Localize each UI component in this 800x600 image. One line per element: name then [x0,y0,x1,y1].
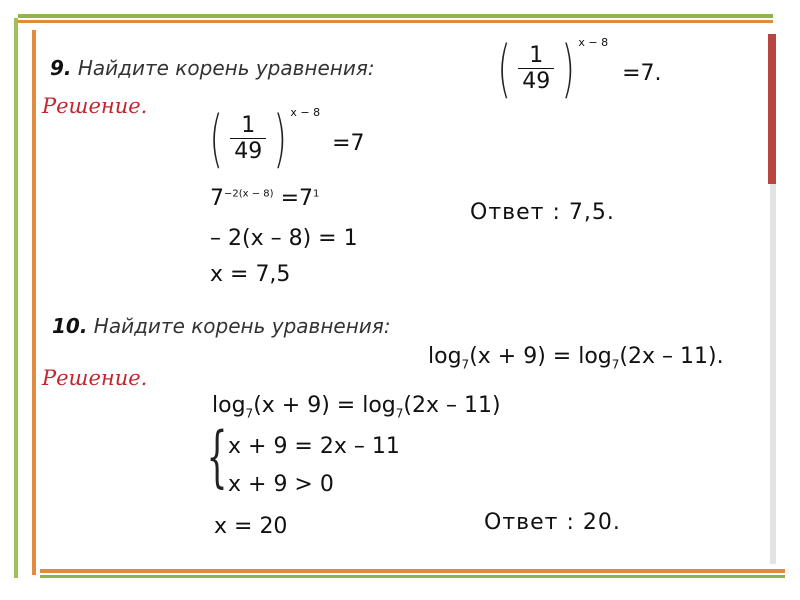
frame-top-green [18,14,773,18]
log-2-arg: (2x – 11) [403,393,501,418]
problem-9-answer: Ответ : 7,5. [470,200,615,225]
frame-bottom-orange [40,569,785,573]
problem-10-task-equation [428,344,724,372]
frame-right-gray [770,184,776,564]
equals: = [545,344,579,369]
step-2-eq: =7 [280,186,313,211]
problem-9-number: 9. [50,56,72,80]
log-1: log [212,393,246,418]
problem-10-answer: Ответ : 20. [484,510,621,535]
frame-bottom-green [40,575,785,578]
problem-9-solution-label: Решение. [42,94,148,118]
fraction [518,44,554,95]
log-2: log [362,393,396,418]
problem-10-system-line-2: x + 9 > 0 [228,472,334,497]
equation-rhs: =7 [332,130,365,156]
fraction-numerator: 1 [241,112,256,138]
problem-10-step-1 [212,393,501,421]
problem-10-system-line-1: x + 9 = 2x – 11 [228,434,400,459]
step-2-exponent-rhs: 1 [313,188,320,200]
problem-10-heading-text: Найдите корень уравнения: [93,314,391,338]
problem-9-step-1 [204,102,365,175]
equals: = [329,393,363,418]
period: . [716,344,724,369]
problem-10-solution-label: Решение. [42,366,148,390]
fraction-denominator: 49 [234,138,263,164]
exponent: x − 8 [290,106,321,119]
log-1-arg: (x + 9) [469,344,546,369]
left-paren: ( [497,32,511,105]
log-1: log [428,344,462,369]
frame-left-orange [32,30,36,575]
exponent: x − 8 [578,36,609,49]
problem-10-number: 10. [52,314,88,338]
log-2-arg: (2x – 11) [619,344,717,369]
step-2-base: 7 [210,186,224,211]
frame-right-red [768,34,776,184]
problem-9-task-equation [492,32,662,105]
right-paren: ) [561,32,575,105]
right-paren: ) [273,102,287,175]
log-2-base: 7 [611,357,620,372]
problem-10-heading [52,314,391,338]
fraction [230,114,266,165]
system-brace: { [206,418,228,495]
log-1-base: 7 [245,406,254,421]
fraction-numerator: 1 [529,42,544,68]
problem-9-heading [50,56,375,80]
problem-10-final-step: x = 20 [214,514,288,539]
problem-9-step-4: x = 7,5 [210,262,291,287]
log-1-arg: (x + 9) [253,393,330,418]
log-2: log [578,344,612,369]
frame-left-green [14,18,18,578]
left-paren: ( [209,102,223,175]
log-1-base: 7 [461,357,470,372]
problem-9-step-3: – 2(x – 8) = 1 [210,226,358,251]
problem-9-heading-text: Найдите корень уравнения: [77,56,375,80]
fraction-denominator: 49 [522,68,551,94]
problem-9-step-2 [210,186,319,211]
step-2-exponent: −2(x − 8) [224,188,274,200]
frame-top-orange [18,20,773,23]
log-2-base: 7 [395,406,404,421]
equation-rhs: =7. [622,60,662,86]
